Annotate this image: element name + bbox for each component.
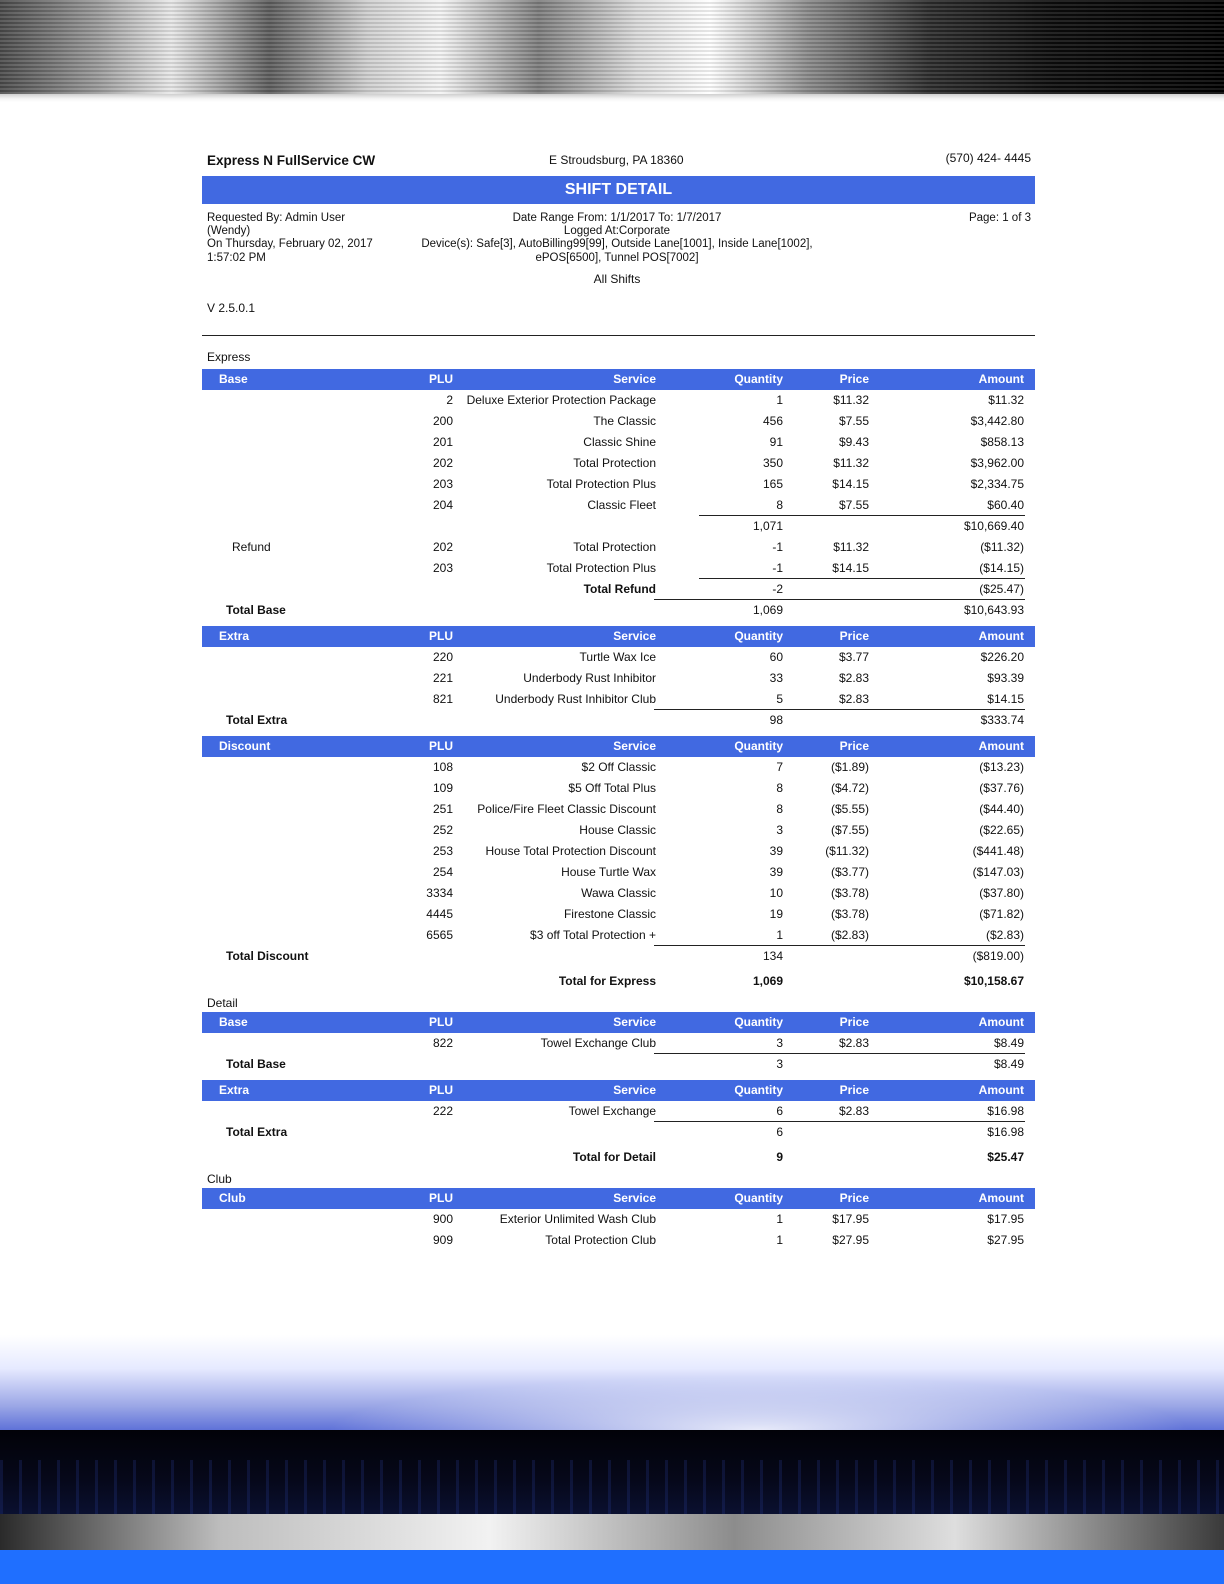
price-cell: ($3.78) — [830, 886, 869, 900]
amount-cell: $3,442.80 — [970, 414, 1024, 428]
header-amount: Amount — [978, 1083, 1024, 1097]
category-label: Base — [219, 372, 248, 386]
total-quantity: -2 — [772, 582, 783, 596]
header-quantity: Quantity — [734, 629, 783, 643]
table-row — [202, 647, 1035, 668]
price-cell: ($11.32) — [825, 844, 869, 858]
plu-cell: 200 — [432, 414, 453, 428]
quantity-cell: 3 — [776, 823, 783, 837]
category-label: Extra — [219, 1083, 250, 1097]
plu-cell: 251 — [432, 802, 453, 816]
requested-by-name: (Wendy) — [207, 225, 251, 238]
quantity-cell: 350 — [762, 456, 783, 470]
plu-cell: 821 — [432, 692, 453, 706]
price-cell: $27.95 — [832, 1233, 869, 1247]
price-cell: $17.95 — [832, 1212, 869, 1226]
amount-cell: $60.40 — [987, 498, 1024, 512]
quantity-cell: 165 — [762, 477, 783, 491]
section-title: Detail — [207, 996, 238, 1010]
plu-cell: 202 — [432, 540, 453, 554]
category-label: Base — [219, 1015, 248, 1029]
quantity-cell: 3 — [776, 1036, 783, 1050]
plu-cell: 108 — [432, 760, 453, 774]
price-cell: $11.32 — [833, 393, 869, 407]
quantity-cell: 8 — [776, 498, 783, 512]
quantity-cell: 39 — [769, 865, 783, 879]
header-quantity: Quantity — [734, 1191, 783, 1205]
amount-cell: $93.39 — [987, 671, 1024, 685]
plu-cell: 220 — [432, 650, 453, 664]
header-amount: Amount — [978, 739, 1024, 753]
quantity-cell: 8 — [776, 802, 783, 816]
service-cell: Exterior Unlimited Wash Club — [499, 1212, 656, 1226]
price-cell: ($4.72) — [830, 781, 869, 795]
column-header-band — [202, 736, 1035, 757]
price-cell: $3.77 — [838, 650, 869, 664]
table-row — [202, 411, 1035, 432]
table-row — [202, 668, 1035, 689]
header-service: Service — [613, 739, 656, 753]
quantity-cell: 33 — [769, 671, 783, 685]
total-extra-row — [202, 710, 1035, 731]
report-title: SHIFT DETAIL — [202, 176, 1035, 204]
header-quantity: Quantity — [734, 372, 783, 386]
quantity-cell: 8 — [776, 781, 783, 795]
header-divider — [202, 335, 1035, 336]
plu-cell: 900 — [432, 1212, 453, 1226]
total-amount: $10,669.40 — [963, 519, 1024, 533]
logged-at: Logged At:Corporate — [563, 225, 671, 238]
category-label: Club — [219, 1191, 246, 1205]
total-refund-row — [202, 579, 1035, 600]
header-amount: Amount — [978, 1191, 1024, 1205]
plu-cell: 222 — [432, 1104, 453, 1118]
table-row — [202, 799, 1035, 820]
plu-cell: 204 — [432, 498, 453, 512]
amount-cell: ($37.80) — [979, 886, 1024, 900]
total-for-express-row — [202, 971, 1035, 992]
devices-line-2: ePOS[6500], Tunnel POS[7002] — [535, 251, 699, 264]
table-row — [202, 841, 1035, 862]
quantity-cell: -1 — [772, 540, 783, 554]
total-quantity: 6 — [776, 1125, 783, 1139]
plu-cell: 201 — [432, 435, 453, 449]
amount-cell: ($71.82) — [979, 907, 1024, 921]
header-amount: Amount — [978, 629, 1024, 643]
service-cell: $5 Off Total Plus — [568, 781, 656, 795]
quantity-cell: 1 — [776, 1233, 783, 1247]
price-cell: $2.83 — [838, 1104, 869, 1118]
total-quantity: 3 — [776, 1057, 783, 1071]
amount-cell: $8.49 — [993, 1036, 1024, 1050]
quantity-cell: 1 — [776, 928, 783, 942]
service-cell: Turtle Wax Ice — [579, 650, 656, 664]
table-row — [202, 689, 1035, 710]
amount-cell: ($11.32) — [980, 540, 1024, 554]
header-plu: PLU — [429, 1191, 453, 1205]
quantity-cell: 7 — [776, 760, 783, 774]
header-plu: PLU — [429, 372, 453, 386]
company-name: Express N FullService CW — [207, 153, 376, 168]
table-row — [202, 883, 1035, 904]
amount-cell: $2,334.75 — [970, 477, 1024, 491]
refund-label: Refund — [232, 540, 271, 554]
header-price: Price — [839, 1191, 869, 1205]
service-cell: $3 off Total Protection + — [530, 928, 656, 942]
service-cell: Classic Fleet — [587, 498, 656, 512]
price-cell: ($3.78) — [830, 907, 869, 921]
table-row — [202, 904, 1035, 925]
service-cell: Total Protection Plus — [546, 477, 656, 491]
total-for-detail-row — [202, 1147, 1035, 1168]
service-cell: Underbody Rust Inhibitor Club — [495, 692, 656, 706]
table-row — [202, 432, 1035, 453]
total-amount: $333.74 — [980, 713, 1024, 727]
table-row — [202, 453, 1035, 474]
total-base-row — [202, 1054, 1035, 1075]
plu-cell: 822 — [432, 1036, 453, 1050]
header-quantity: Quantity — [734, 1083, 783, 1097]
date-range: Date Range From: 1/1/2017 To: 1/7/2017 — [512, 212, 722, 224]
service-cell: Towel Exchange — [568, 1104, 656, 1118]
service-cell: Underbody Rust Inhibitor — [523, 671, 656, 685]
service-cell: House Classic — [579, 823, 656, 837]
total-quantity: 9 — [776, 1150, 783, 1164]
service-cell: Towel Exchange Club — [540, 1036, 656, 1050]
bottom-blue-strip — [0, 1550, 1224, 1584]
header-price: Price — [839, 739, 869, 753]
table-row — [202, 390, 1035, 411]
total-quantity: 98 — [769, 713, 783, 727]
header-amount: Amount — [978, 372, 1024, 386]
version-label: V 2.5.0.1 — [207, 301, 256, 315]
total-amount: $10,643.93 — [963, 603, 1024, 617]
table-row — [202, 474, 1035, 495]
header-price: Price — [839, 629, 869, 643]
total-label: Total Extra — [226, 1125, 288, 1139]
price-cell: ($2.83) — [830, 928, 869, 942]
table-row — [202, 862, 1035, 883]
header-price: Price — [839, 1083, 869, 1097]
plu-cell: 253 — [432, 844, 453, 858]
requested-time: 1:57:02 PM — [207, 251, 266, 264]
category-label: Discount — [219, 739, 271, 753]
plu-cell: 6565 — [426, 928, 453, 942]
header-quantity: Quantity — [734, 1015, 783, 1029]
table-row — [202, 1033, 1035, 1054]
plu-cell: 254 — [432, 865, 453, 879]
table-row — [202, 1230, 1035, 1251]
company-phone: (570) 424- 4445 — [945, 151, 1031, 165]
quantity-cell: 456 — [762, 414, 783, 428]
column-header-band — [202, 1188, 1035, 1209]
table-row — [202, 495, 1035, 516]
quantity-cell: 91 — [769, 435, 783, 449]
header-quantity: Quantity — [734, 739, 783, 753]
section-title: Express — [207, 350, 251, 364]
top-banner-edge — [0, 94, 1224, 102]
total-base-row — [202, 600, 1035, 621]
price-cell: $14.15 — [832, 477, 869, 491]
bottom-dark-decoration — [0, 1430, 1224, 1514]
table-row — [202, 757, 1035, 778]
quantity-cell: 39 — [769, 844, 783, 858]
requested-on: On Thursday, February 02, 2017 — [207, 238, 373, 251]
requested-info — [207, 212, 397, 265]
price-cell: $11.32 — [833, 456, 869, 470]
header-service: Service — [613, 372, 656, 386]
price-cell: $14.15 — [832, 561, 869, 575]
company-location: E Stroudsburg, PA 18360 — [549, 153, 684, 167]
price-cell: $2.83 — [838, 692, 869, 706]
column-header-band — [202, 626, 1035, 647]
plu-cell: 2 — [446, 393, 453, 407]
header-price: Price — [839, 1015, 869, 1029]
header-plu: PLU — [429, 1015, 453, 1029]
column-header-band — [202, 369, 1035, 390]
bottom-glow-decoration — [0, 1335, 1224, 1430]
service-cell: Deluxe Exterior Protection Package — [466, 393, 656, 407]
service-cell: Total Protection — [573, 540, 656, 554]
service-cell: Police/Fire Fleet Classic Discount — [477, 802, 656, 816]
total-amount: $16.98 — [987, 1125, 1024, 1139]
total-discount-row — [202, 946, 1035, 967]
price-cell: $11.32 — [833, 540, 869, 554]
amount-cell: $16.98 — [987, 1104, 1024, 1118]
plu-cell: 221 — [432, 671, 453, 685]
requested-by: Requested By: Admin User — [207, 212, 346, 224]
subtotal-row — [202, 516, 1035, 537]
header-plu: PLU — [429, 739, 453, 753]
price-cell: ($7.55) — [830, 823, 869, 837]
service-cell: House Total Protection Discount — [485, 844, 656, 858]
amount-cell: ($2.83) — [985, 928, 1024, 942]
quantity-cell: 1 — [776, 1212, 783, 1226]
quantity-cell: 60 — [769, 650, 783, 664]
total-amount: ($819.00) — [972, 949, 1024, 963]
service-cell: Classic Shine — [583, 435, 656, 449]
total-quantity: 1,071 — [752, 519, 783, 533]
total-extra-row — [202, 1122, 1035, 1143]
plu-cell: 109 — [432, 781, 453, 795]
header-service: Service — [613, 629, 656, 643]
bottom-metallic-strip — [0, 1514, 1224, 1550]
total-service-label: Total Refund — [583, 582, 656, 596]
total-amount: $25.47 — [987, 1150, 1024, 1164]
total-service-label: Total for Detail — [572, 1150, 656, 1164]
price-cell: $9.43 — [838, 435, 869, 449]
total-label: Total Discount — [226, 949, 309, 963]
plu-cell: 203 — [432, 477, 453, 491]
devices-line-1: Device(s): Safe[3], AutoBilling99[99], Outside Lane[1001], Inside Lane[1002], — [421, 238, 813, 251]
quantity-cell: 1 — [776, 393, 783, 407]
column-header-band — [202, 1080, 1035, 1101]
amount-cell: $27.95 — [987, 1233, 1024, 1247]
total-quantity: 1,069 — [752, 974, 783, 988]
amount-cell: $3,962.00 — [970, 456, 1024, 470]
plu-cell: 3334 — [426, 886, 453, 900]
amount-cell: $226.20 — [980, 650, 1024, 664]
table-row — [202, 820, 1035, 841]
total-label: Total Base — [226, 1057, 286, 1071]
shift-filter: All Shifts — [593, 272, 641, 286]
amount-cell: $14.15 — [987, 692, 1024, 706]
service-cell: Total Protection Plus — [546, 561, 656, 575]
total-amount: $10,158.67 — [963, 974, 1024, 988]
table-row — [202, 1209, 1035, 1230]
amount-cell: $858.13 — [980, 435, 1024, 449]
price-cell: ($3.77) — [830, 865, 869, 879]
amount-cell: $17.95 — [987, 1212, 1024, 1226]
amount-cell: ($441.48) — [972, 844, 1024, 858]
report-header — [202, 145, 1035, 173]
amount-cell: ($37.76) — [979, 781, 1024, 795]
header-service: Service — [613, 1015, 656, 1029]
table-row — [202, 778, 1035, 799]
price-cell: $7.55 — [838, 498, 869, 512]
top-metallic-banner — [0, 0, 1224, 94]
price-cell: ($5.55) — [830, 802, 869, 816]
total-label: Total Base — [226, 603, 286, 617]
header-plu: PLU — [429, 1083, 453, 1097]
amount-cell: ($44.40) — [979, 802, 1024, 816]
header-amount: Amount — [978, 1015, 1024, 1029]
service-cell: Firestone Classic — [563, 907, 656, 921]
plu-cell: 252 — [432, 823, 453, 837]
section-title: Club — [207, 1172, 232, 1186]
service-cell: $2 Off Classic — [581, 760, 656, 774]
amount-cell: $11.32 — [988, 393, 1024, 407]
service-cell: Total Protection Club — [545, 1233, 656, 1247]
plu-cell: 909 — [432, 1233, 453, 1247]
plu-cell: 203 — [432, 561, 453, 575]
report-parameters — [402, 212, 832, 265]
quantity-cell: 10 — [769, 886, 783, 900]
price-cell: ($1.89) — [830, 760, 869, 774]
category-label: Extra — [219, 629, 250, 643]
total-quantity: 1,069 — [752, 603, 783, 617]
amount-cell: ($147.03) — [972, 865, 1024, 879]
table-row — [202, 1101, 1035, 1122]
plu-cell: 4445 — [426, 907, 453, 921]
price-cell: $2.83 — [838, 1036, 869, 1050]
total-amount: ($25.47) — [979, 582, 1024, 596]
total-quantity: 134 — [762, 949, 783, 963]
plu-cell: 202 — [432, 456, 453, 470]
table-row — [202, 925, 1035, 946]
quantity-cell: 19 — [769, 907, 783, 921]
service-cell: House Turtle Wax — [561, 865, 656, 879]
total-label: Total Extra — [226, 713, 288, 727]
price-cell: $2.83 — [838, 671, 869, 685]
header-price: Price — [839, 372, 869, 386]
header-service: Service — [613, 1191, 656, 1205]
table-row — [202, 537, 1035, 558]
amount-cell: ($14.15) — [979, 561, 1024, 575]
service-cell: The Classic — [593, 414, 656, 428]
amount-cell: ($22.65) — [979, 823, 1024, 837]
price-cell: $7.55 — [838, 414, 869, 428]
service-cell: Total Protection — [573, 456, 656, 470]
page-number: Page: 1 of 3 — [968, 212, 1031, 224]
table-row — [202, 558, 1035, 579]
total-service-label: Total for Express — [558, 974, 656, 988]
column-header-band — [202, 1012, 1035, 1033]
amount-cell: ($13.23) — [979, 760, 1024, 774]
quantity-cell: 5 — [776, 692, 783, 706]
quantity-cell: -1 — [772, 561, 783, 575]
total-amount: $8.49 — [993, 1057, 1024, 1071]
header-plu: PLU — [429, 629, 453, 643]
quantity-cell: 6 — [776, 1104, 783, 1118]
header-service: Service — [613, 1083, 656, 1097]
service-cell: Wawa Classic — [581, 886, 656, 900]
